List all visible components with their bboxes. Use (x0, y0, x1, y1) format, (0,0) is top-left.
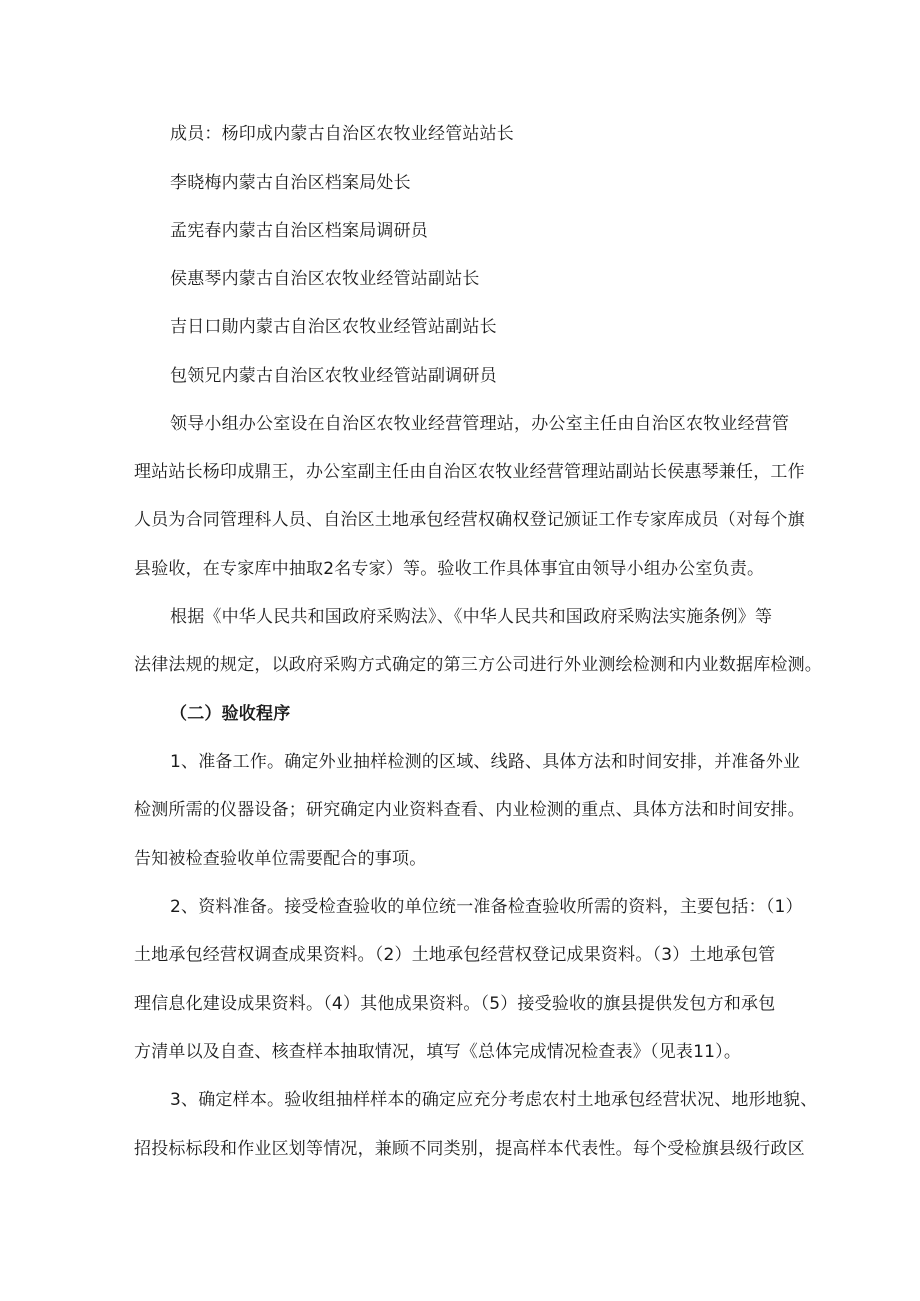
office-para-line-2: 理站站长杨印成鼎王，办公室副主任由自治区农牧业经营管理站副站长侯惠琴兼任，工作 (134, 462, 805, 482)
procurement-para-line-2: 法律法规的规定，以政府采购方式确定的第三方公司进行外业测绘检测和内业数据库检测。 (134, 655, 822, 675)
section-heading: （二）验收程序 (170, 704, 291, 724)
office-para-line-3: 人员为合同管理科人员、自治区土地承包经营权确权登记颁证工作专家库成员（对每个旗 (134, 510, 805, 530)
member-line-1: 成员：杨印成内蒙古自治区农牧业经管站站长 (170, 124, 514, 144)
step1-line-2: 检测所需的仪器设备；研究确定内业资料查看、内业检测的重点、具体方法和时间安排。 (134, 800, 805, 820)
step3-line-1: 3、确定样本。验收组抽样样本的确定应充分考虑农村土地承包经营状况、地形地貌、 (170, 1090, 818, 1110)
step2-line-3: 理信息化建设成果资料。（4）其他成果资料。（5）接受验收的旗县提供发包方和承包 (134, 994, 776, 1014)
step2-line-4: 方清单以及自查、核查样本抽取情况，填写《总体完成情况检查表》（见表11）。 (134, 1042, 742, 1062)
member-line-3: 孟宪春内蒙古自治区档案局调研员 (170, 221, 428, 241)
step3-line-2: 招投标标段和作业区划等情况，兼顾不同类别，提高样本代表性。每个受检旗县级行政区 (134, 1139, 805, 1159)
office-para-line-1: 领导小组办公室设在自治区农牧业经营管理站，办公室主任由自治区农牧业经营管 (170, 414, 790, 434)
step2-line-2: 土地承包经营权调查成果资料。（2）土地承包经营权登记成果资料。（3）土地承包管 (134, 945, 776, 965)
procurement-para-line-1: 根据《中华人民共和国政府采购法》、《中华人民共和国政府采购法实施条例》等 (170, 607, 773, 627)
step1-line-3: 告知被检查验收单位需要配合的事项。 (134, 849, 427, 869)
member-line-6: 包领兄内蒙古自治区农牧业经管站副调研员 (170, 366, 497, 386)
step2-line-1: 2、资料准备。接受检查验收的单位统一准备检查验收所需的资料，主要包括：（1） (170, 897, 803, 917)
member-line-2: 李晓梅内蒙古自治区档案局处长 (170, 173, 411, 193)
step1-line-1: 1、准备工作。确定外业抽样检测的区域、线路、具体方法和时间安排，并准备外业 (170, 752, 801, 772)
member-line-5: 吉日口勛内蒙古自治区农牧业经管站副站长 (170, 317, 497, 337)
office-para-line-4: 县验收，在专家库中抽取2名专家）等。验收工作具体事宜由领导小组办公室负责。 (134, 559, 765, 579)
member-line-4: 侯惠琴内蒙古自治区农牧业经管站副站长 (170, 269, 480, 289)
